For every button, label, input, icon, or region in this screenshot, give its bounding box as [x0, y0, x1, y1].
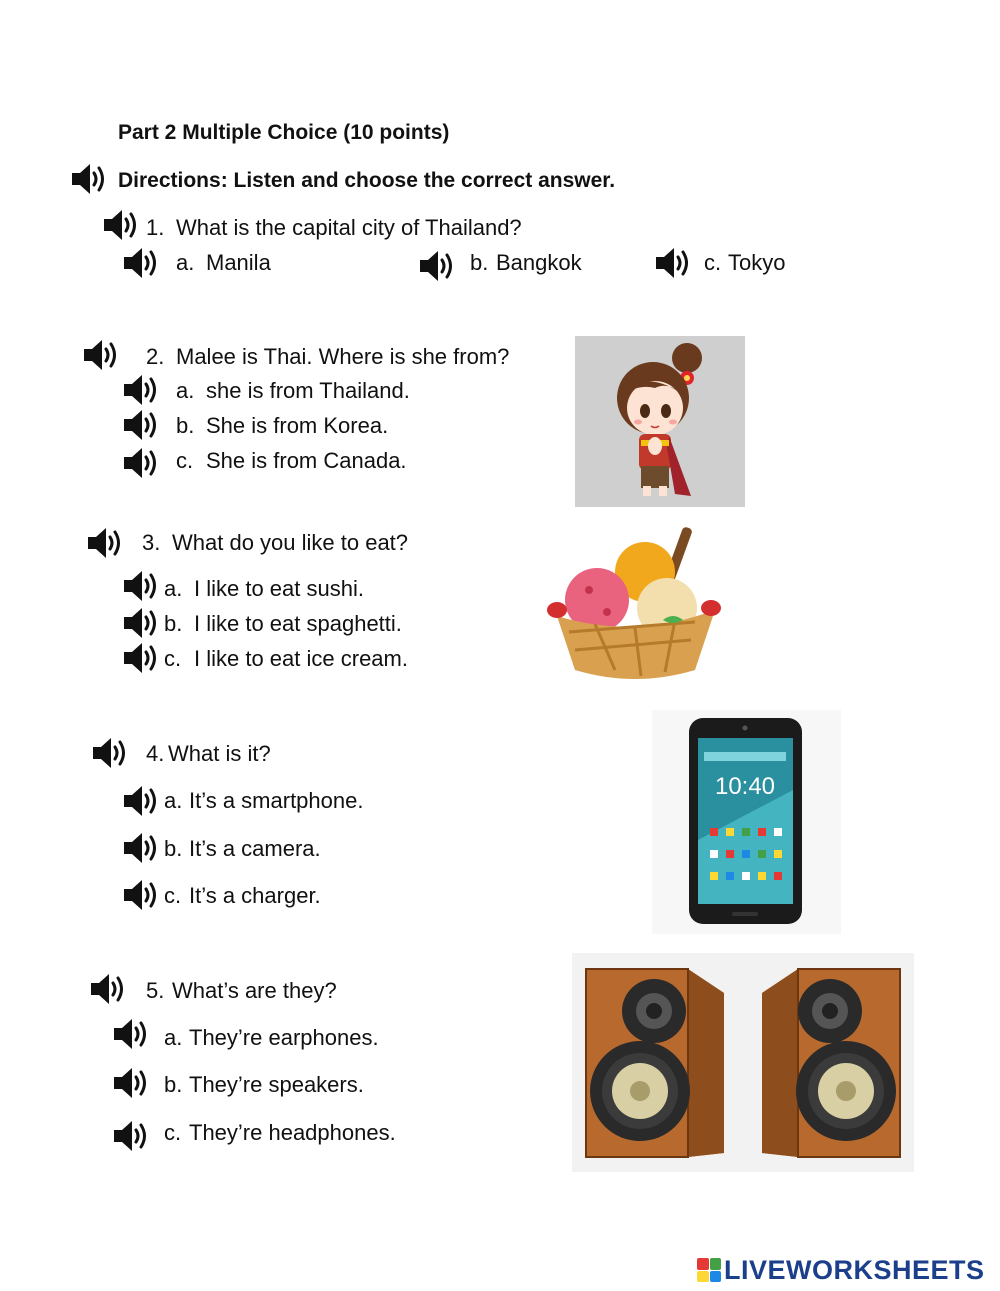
option-letter: b.	[164, 1072, 183, 1097]
option-text[interactable]: she is from Thailand.	[206, 378, 410, 403]
option-letter: b.	[164, 836, 183, 861]
option-text[interactable]: It’s a camera.	[189, 836, 321, 861]
option-text[interactable]: They’re speakers.	[189, 1072, 364, 1097]
option-text[interactable]: I like to eat spaghetti.	[194, 611, 402, 636]
speaker-icon[interactable]	[122, 878, 162, 912]
option-text[interactable]: They’re headphones.	[189, 1120, 396, 1145]
smartphone-image	[652, 710, 841, 934]
question-number: 4.	[146, 741, 165, 766]
speaker-icon[interactable]	[82, 338, 122, 372]
question-text: What is it?	[168, 741, 271, 766]
speaker-icon[interactable]	[122, 784, 162, 818]
speaker-icon[interactable]	[122, 408, 162, 442]
question-number: 3.	[142, 530, 161, 555]
speaker-icon[interactable]	[91, 736, 131, 770]
speaker-icon[interactable]	[86, 526, 126, 560]
speaker-icon[interactable]	[122, 606, 162, 640]
speaker-icon[interactable]	[654, 246, 694, 280]
ice-cream-image	[545, 520, 725, 680]
speaker-icon[interactable]	[112, 1017, 152, 1051]
option-text[interactable]: I like to eat sushi.	[194, 576, 364, 601]
option-text[interactable]: Manila	[206, 250, 271, 275]
option-letter: a.	[164, 788, 183, 813]
speaker-icon[interactable]	[112, 1119, 152, 1153]
speakers-image	[572, 953, 914, 1172]
option-letter: c.	[164, 1120, 182, 1145]
brand-name: LIVEWORKSHEETS	[724, 1254, 985, 1285]
option-text[interactable]: It’s a smartphone.	[189, 788, 364, 813]
option-letter: a.	[176, 250, 195, 275]
option-text[interactable]: I like to eat ice cream.	[194, 646, 408, 671]
option-letter: b.	[470, 250, 489, 275]
option-letter: c.	[176, 448, 194, 473]
speaker-icon[interactable]	[89, 972, 129, 1006]
speaker-icon[interactable]	[122, 446, 162, 480]
speaker-icon[interactable]	[122, 641, 162, 675]
option-letter: a.	[176, 378, 195, 403]
option-text[interactable]: She is from Canada.	[206, 448, 407, 473]
speaker-icon[interactable]	[122, 246, 162, 280]
speaker-icon[interactable]	[122, 831, 162, 865]
question-text: Malee is Thai. Where is she from?	[176, 344, 510, 369]
option-text[interactable]: Bangkok	[496, 250, 582, 275]
liveworksheets-logo	[697, 1252, 985, 1288]
question-number: 1.	[146, 215, 165, 240]
option-text[interactable]: Tokyo	[728, 250, 786, 275]
part-title: Part 2 Multiple Choice (10 points)	[118, 121, 450, 144]
option-letter: a.	[164, 1025, 183, 1050]
phone-clock: 10:40	[714, 773, 776, 800]
speaker-icon[interactable]	[70, 162, 110, 196]
question-text: What do you like to eat?	[172, 530, 409, 555]
question-text: What is the capital city of Thailand?	[176, 215, 522, 240]
thai-girl-image	[575, 336, 745, 507]
question-number: 5.	[146, 978, 165, 1003]
option-letter: b.	[176, 413, 195, 438]
option-letter: c.	[164, 883, 182, 908]
speaker-icon[interactable]	[122, 569, 162, 603]
option-text[interactable]: She is from Korea.	[206, 413, 389, 438]
speaker-icon[interactable]	[112, 1066, 152, 1100]
option-text[interactable]: It’s a charger.	[189, 883, 321, 908]
option-text[interactable]: They’re earphones.	[189, 1025, 379, 1050]
logo-mark-icon	[697, 1258, 721, 1282]
speaker-icon[interactable]	[418, 249, 458, 283]
directions-text: Directions: Listen and choose the correct answer.	[118, 169, 616, 192]
question-number: 2.	[146, 344, 165, 369]
question-text: What’s are they?	[172, 978, 337, 1003]
option-letter: a.	[164, 576, 183, 601]
option-letter: b.	[164, 611, 183, 636]
speaker-icon[interactable]	[102, 208, 142, 242]
option-letter: c.	[704, 250, 722, 275]
option-letter: c.	[164, 646, 182, 671]
speaker-icon[interactable]	[122, 373, 162, 407]
